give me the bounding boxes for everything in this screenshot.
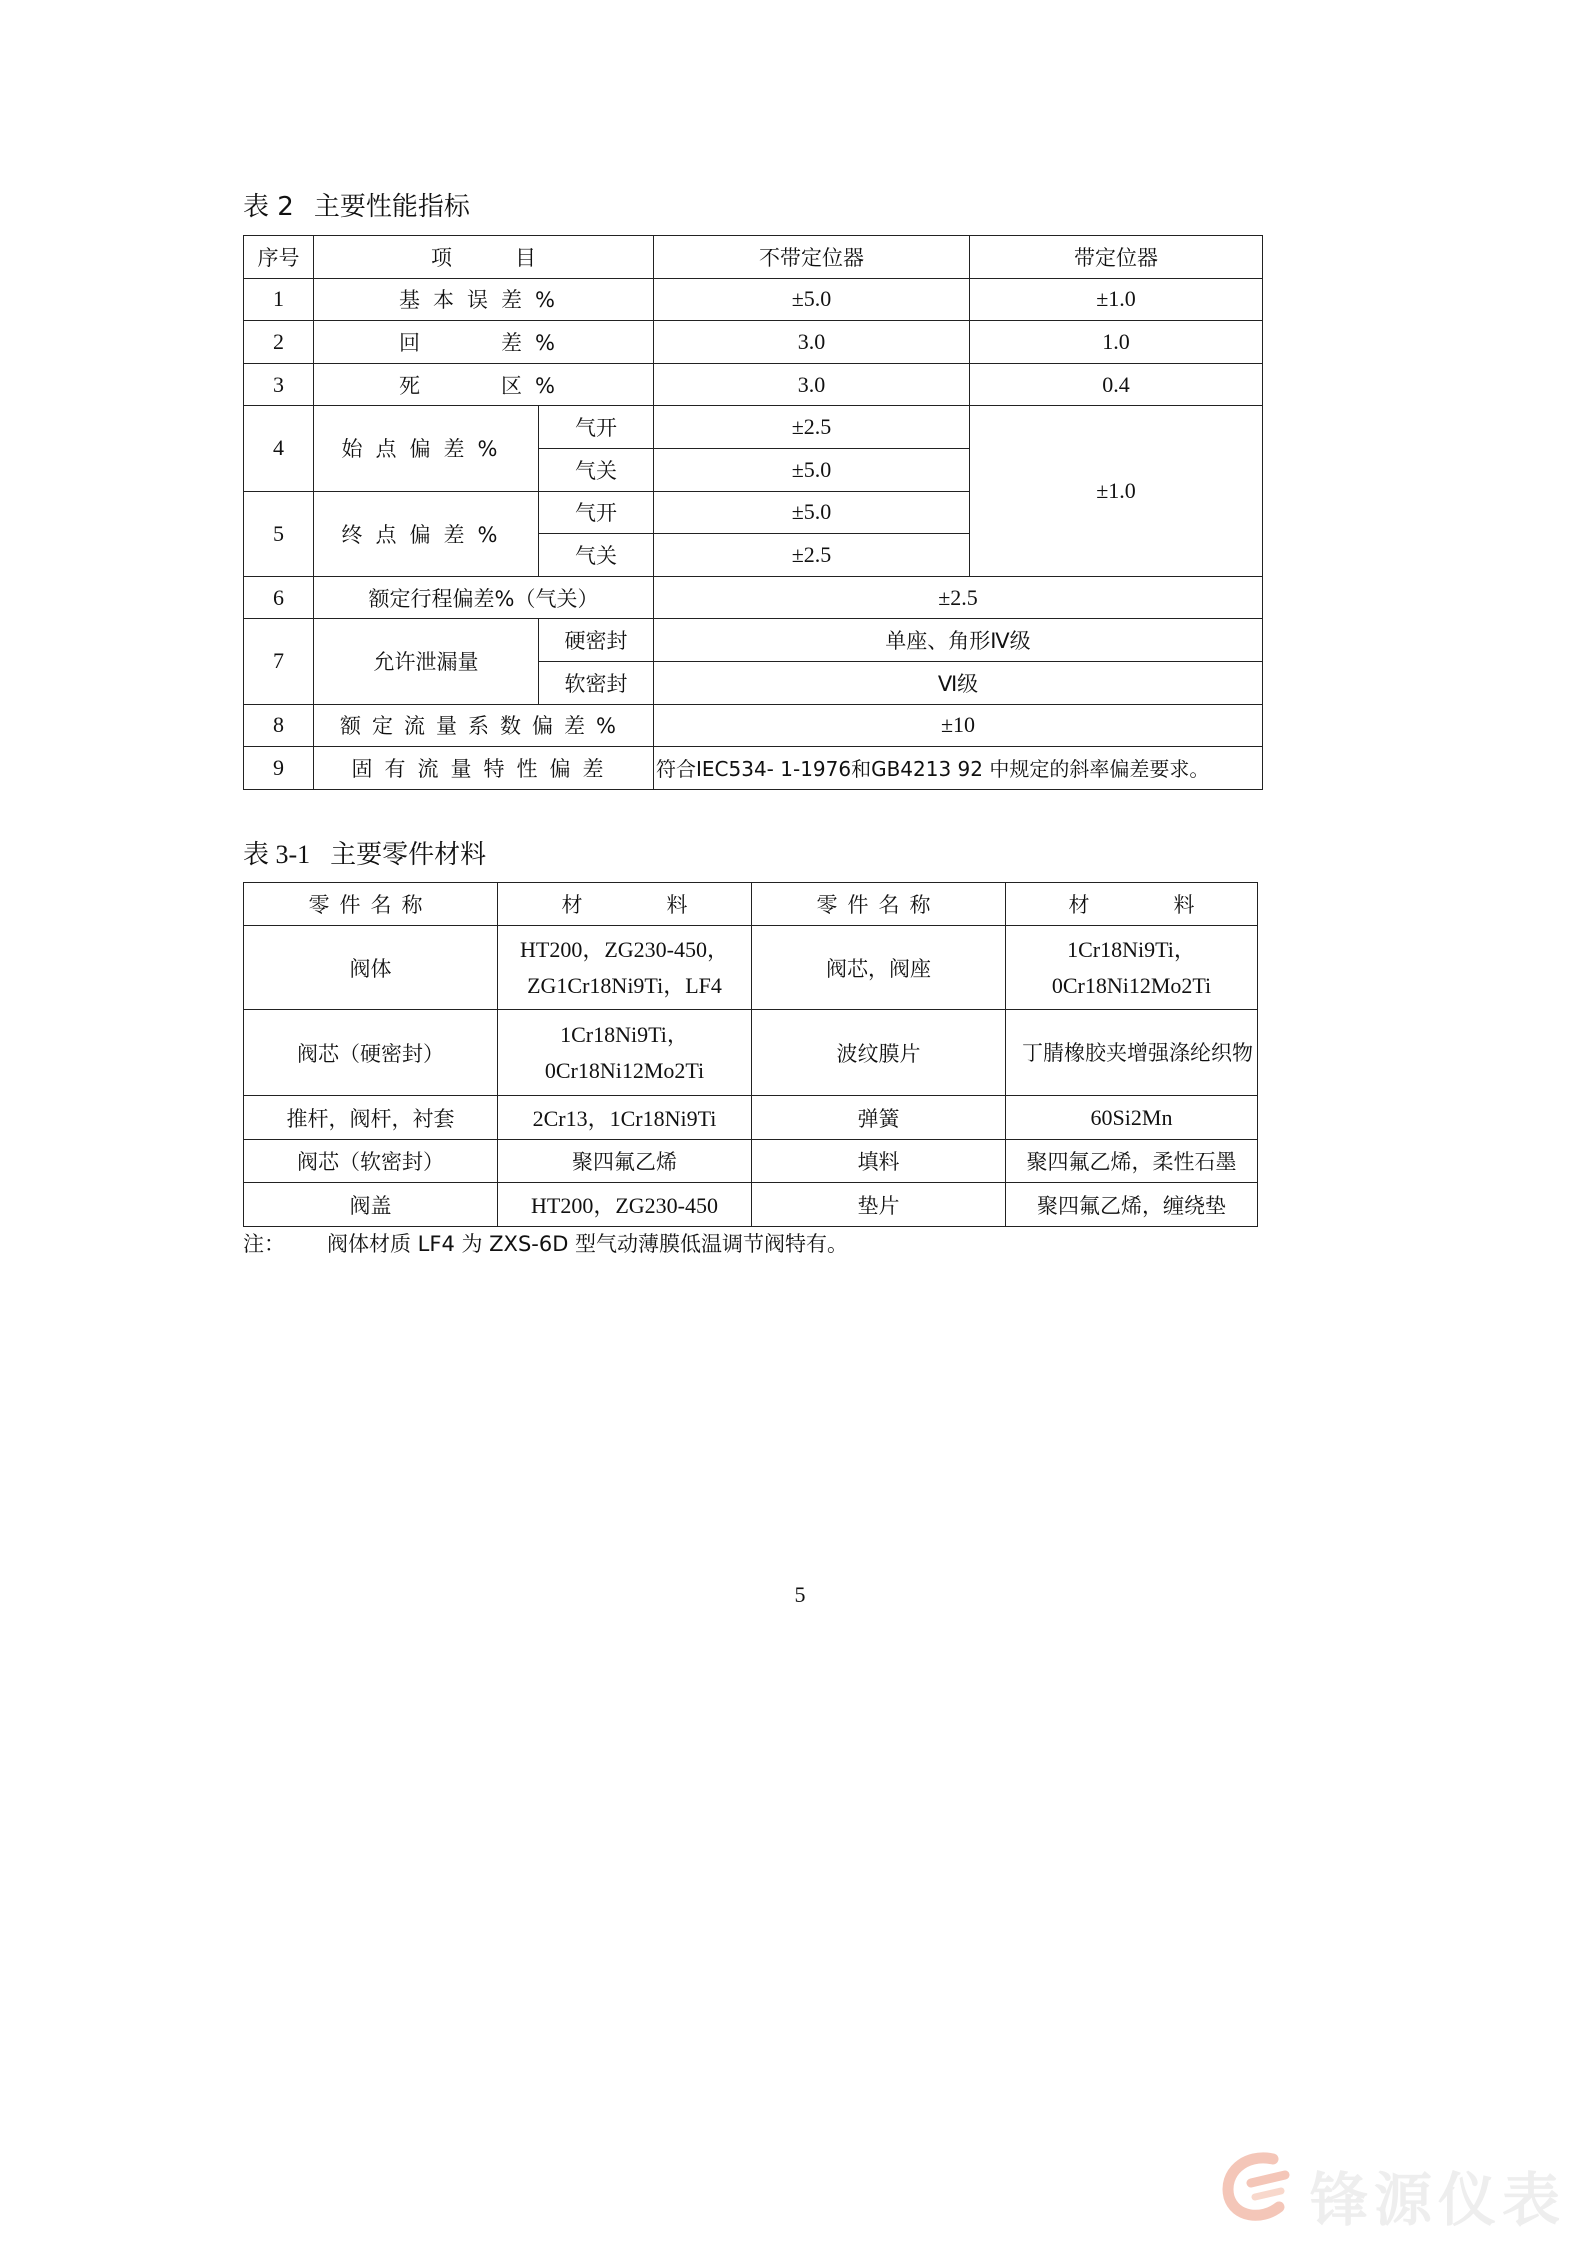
material: 60Si2Mn [1006,1096,1258,1140]
table-row [244,704,1263,747]
table3-caption-title: 主要零件材料 [330,840,487,870]
material [1006,926,1258,1010]
table-row [244,406,1263,449]
row-seq: 3 [244,363,314,406]
header-seq: 序号 [244,236,314,279]
table-header-row [244,883,1258,926]
note-text: 阀体材质 LF4 为 ZXS-6D 型气动薄膜低温调节阀特有。 [327,1232,849,1256]
table-note [243,1228,848,1258]
table-row [244,747,1263,790]
table-row [244,278,1263,321]
row-sub-label: 气开 [539,406,654,449]
material-line: 1Cr18Ni9Ti， [560,1021,689,1047]
material: HT200，ZG230-450 [498,1183,752,1227]
row-sub-label: 气关 [539,448,654,491]
row-value-without: ±2.5 [654,406,970,449]
row-value-without: ±5.0 [654,278,970,321]
table3-caption-number: 表 3-1 [243,840,311,869]
row-value-merged: Ⅵ级 [654,661,1263,704]
part-name: 阀芯，阀座 [752,926,1006,1010]
header-material: 材 料 [1006,883,1258,926]
header-item: 项 目 [314,236,654,279]
header-part-name: 零件名称 [244,883,498,926]
table-row [244,1140,1258,1183]
row-item: 允许泄漏量 [314,619,539,704]
performance-table [243,235,1263,790]
row-item: 始点偏差% [314,406,539,491]
row-item: 基本误差% [314,278,654,321]
row-value-with: ±1.0 [970,278,1263,321]
material: 丁腈橡胶夹增强涤纶织物 [1006,1010,1258,1096]
row-item: 额定行程偏差%（气关） [314,576,654,619]
table-row [244,363,1263,406]
material: 聚四氟乙烯，柔性石墨 [1006,1140,1258,1183]
table-row [244,576,1263,619]
table-header-row [244,236,1263,279]
table-row [244,619,1263,662]
row-seq: 5 [244,491,314,576]
table-row [244,1183,1258,1227]
row-sub-label: 硬密封 [539,619,654,662]
row-seq: 9 [244,747,314,790]
row-sub-label: 气开 [539,491,654,534]
part-name: 阀芯（软密封） [244,1140,498,1183]
row-item: 回 差% [314,321,654,364]
row-value-without: 3.0 [654,363,970,406]
watermark [1215,2145,1575,2234]
material: 聚四氟乙烯 [498,1140,752,1183]
part-name: 填料 [752,1140,1006,1183]
materials-table [243,882,1258,1227]
row-seq: 8 [244,704,314,747]
material-line: ZG1Cr18Ni9Ti，LF4 [527,972,722,998]
row-item: 死 区% [314,363,654,406]
table3-caption [243,840,486,870]
row-value-merged: ±10 [654,704,1263,747]
row-seq: 4 [244,406,314,491]
part-name: 推杆，阀杆，衬套 [244,1096,498,1140]
row-value-merged: ±2.5 [654,576,1263,619]
row-sub-label: 软密封 [539,661,654,704]
watermark-text: 锋源仪表 [1310,2166,1567,2234]
table-row [244,321,1263,364]
header-with-positioner: 带定位器 [970,236,1263,279]
row-value-without: ±5.0 [654,448,970,491]
material-line: 0Cr18Ni12Mo2Ti [544,1057,705,1083]
row-value-with: 0.4 [970,363,1263,406]
header-part-name: 零件名称 [752,883,1006,926]
material [498,926,752,1010]
table-row [244,926,1258,1010]
row-seq: 6 [244,576,314,619]
row-value-merged: 符合IEC534- 1-1976和GB4213 92 中规定的斜率偏差要求。 [654,747,1263,790]
table2-caption-title: 主要性能指标 [313,192,470,222]
material [498,1010,752,1096]
watermark-logo-icon [1215,2145,1301,2225]
row-item: 固有流量特性偏差 [314,747,654,790]
table-row [244,1096,1258,1140]
header-material: 材 料 [498,883,752,926]
part-name: 波纹膜片 [752,1010,1006,1096]
material: 2Cr13，1Cr18Ni9Ti [498,1096,752,1140]
row-value-without: ±5.0 [654,491,970,534]
row-item: 终点偏差% [314,491,539,576]
row-value-without: ±2.5 [654,534,970,577]
row-value-merged: 单座、角形Ⅳ级 [654,619,1263,662]
row-sub-label: 气关 [539,534,654,577]
page-number: 5 [794,1582,806,1607]
row-seq: 2 [244,321,314,364]
note-label: 注： [243,1232,285,1256]
table2-caption [243,192,470,222]
table2-caption-number: 表 2 [243,192,294,222]
row-seq: 1 [244,278,314,321]
table-row [244,1010,1258,1096]
part-name: 阀盖 [244,1183,498,1227]
material-line: HT200，ZG230-450， [520,936,729,962]
row-value-with: 1.0 [970,321,1263,364]
part-name: 阀芯（硬密封） [244,1010,498,1096]
part-name: 阀体 [244,926,498,1010]
part-name: 垫片 [752,1183,1006,1227]
material: 聚四氟乙烯，缠绕垫 [1006,1183,1258,1227]
material-line: 1Cr18Ni9Ti， [1067,936,1196,962]
row-value-without: 3.0 [654,321,970,364]
row-seq: 7 [244,619,314,704]
merged-value-with-positioner: ±1.0 [970,406,1263,576]
row-item: 额定流量系数偏差% [314,704,654,747]
header-without-positioner: 不带定位器 [654,236,970,279]
part-name: 弹簧 [752,1096,1006,1140]
material-line: 0Cr18Ni12Mo2Ti [1051,972,1212,998]
